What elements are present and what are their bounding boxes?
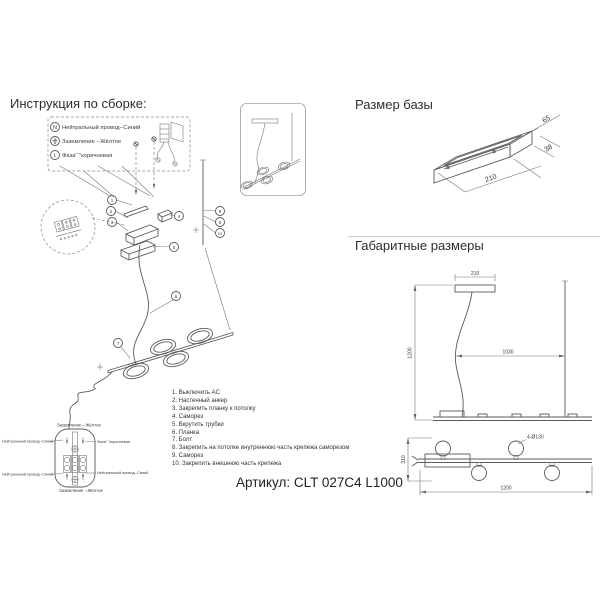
balloon-number: 7: [116, 340, 120, 346]
step-item: 2. Настенный анкер: [172, 397, 228, 404]
height-label: 1200: [407, 347, 414, 359]
legend-phase-label: Фаза" "коричневая: [62, 153, 113, 160]
balloon-number: 4: [177, 213, 181, 219]
overall-dims-title: Габаритные размеры: [355, 238, 484, 253]
fixture-height-label: 310: [401, 455, 407, 464]
balloon-number: 1: [110, 197, 114, 203]
canopy: [455, 285, 495, 292]
base-tray: [434, 131, 532, 183]
step-item: 8. Закрепить на потолке внутреннюю часть крепежа саморезом: [172, 445, 350, 452]
step-item: 4. Саморез: [172, 413, 204, 420]
plus-mark: [97, 364, 103, 370]
assembly-title: Инструкция по сборке:: [10, 96, 147, 111]
legend-neutral-label: Нейтральный провод--Синий: [62, 125, 141, 132]
base-height-dim: 38: [543, 143, 554, 154]
balloon-number: 8: [218, 208, 222, 214]
overall-dims-plan-view: [400, 428, 598, 506]
canopy-width-label: 210: [470, 271, 480, 277]
step-item: 1. Выключить AC: [172, 390, 220, 396]
lamp-ring: [162, 349, 191, 370]
wiring-ground-top-label: Заземление --Жёлтое: [57, 422, 101, 428]
plus-mark: [193, 227, 199, 233]
balloon-8: [204, 207, 225, 216]
legend-ground-label: Заземление --Жёлтое: [62, 139, 122, 146]
wiring-ground-bottom-label: Заземление --Жёлтое: [59, 488, 103, 493]
balloon-number: 5: [172, 244, 176, 250]
balloon-7: [114, 339, 131, 359]
lamp-ring: [122, 361, 151, 382]
wiring-phase-label: Фаза" "коричневая: [97, 440, 130, 444]
section-divider: [348, 236, 600, 237]
step-item: 5. Вкрутить трубки: [172, 421, 224, 428]
wiring-callout: [0, 383, 172, 513]
base-size-drawing: [408, 112, 598, 227]
balloon-9: [204, 216, 225, 227]
lamp-ring: [149, 337, 178, 358]
step-item: 3. Закрепить планку к потолку: [172, 405, 256, 412]
bracket-block: [158, 210, 172, 222]
wiring-neutral-bottom-left-label: Нейтральный провод--Синий: [2, 472, 54, 477]
fixture-height-dim: [407, 438, 432, 481]
article-number: Артикул: CLT 027C4 L1000: [236, 475, 403, 490]
overall-dims-side-view: [400, 265, 598, 429]
ceiling-strip: [124, 206, 148, 217]
lamp-ring: [186, 326, 215, 347]
base-dimension-lines: [438, 115, 560, 192]
balloon-5: [153, 243, 179, 252]
step-item: 6. Планка: [172, 429, 200, 436]
step-item: 9. Саморез: [172, 453, 204, 460]
terminal-block: [64, 432, 87, 485]
power-cable: [134, 245, 149, 364]
suspension-cable: [455, 292, 472, 417]
balloon-number: 6: [174, 293, 178, 299]
lamp-bar-side: [433, 411, 592, 421]
base-length-dim: 210: [484, 173, 498, 184]
rod-to-bar-wire: [205, 248, 230, 330]
cover-channel: [121, 241, 155, 260]
wiring-neutral-bottom-right-label: Нейтральный провод--Синий: [97, 471, 149, 475]
balloon-number: 9: [218, 219, 222, 225]
height-dim: [414, 285, 453, 420]
fixture-length-label: 1200: [500, 485, 512, 492]
base-depth-dim: 65: [541, 114, 552, 125]
base-size-title: Размер базы: [355, 97, 433, 112]
balloon-number: 2: [109, 208, 113, 214]
step-item: 7. Болт: [172, 437, 193, 444]
lamp-shades: [436, 441, 560, 481]
shade-diameter-label: 4-Ø130: [527, 434, 544, 441]
balloon-1: [108, 196, 133, 206]
legend-tail-line: [98, 166, 150, 196]
legend-tail-line: [122, 166, 154, 197]
phase-symbol: L: [53, 153, 57, 160]
balloon-3: [108, 218, 129, 232]
wiring-label-leaders: [50, 440, 96, 475]
lamp-bar-plan: [412, 454, 592, 467]
balloon-number: 10: [217, 230, 223, 236]
step-item: 10. Закрепить внешнюю часть крепежа: [172, 461, 282, 468]
assembly-steps-list: [172, 390, 354, 469]
balloon-number: 3: [110, 219, 114, 225]
neutral-symbol: N: [53, 125, 57, 132]
anchor-screw-icon: [152, 137, 156, 189]
balloon-2: [107, 207, 129, 219]
balloon-6: [150, 292, 181, 314]
wiring-neutral-top-left-label: Нейтральный провод--Синий: [2, 439, 54, 444]
canopy-channel: [126, 225, 158, 245]
span-label: 1030: [502, 349, 514, 356]
